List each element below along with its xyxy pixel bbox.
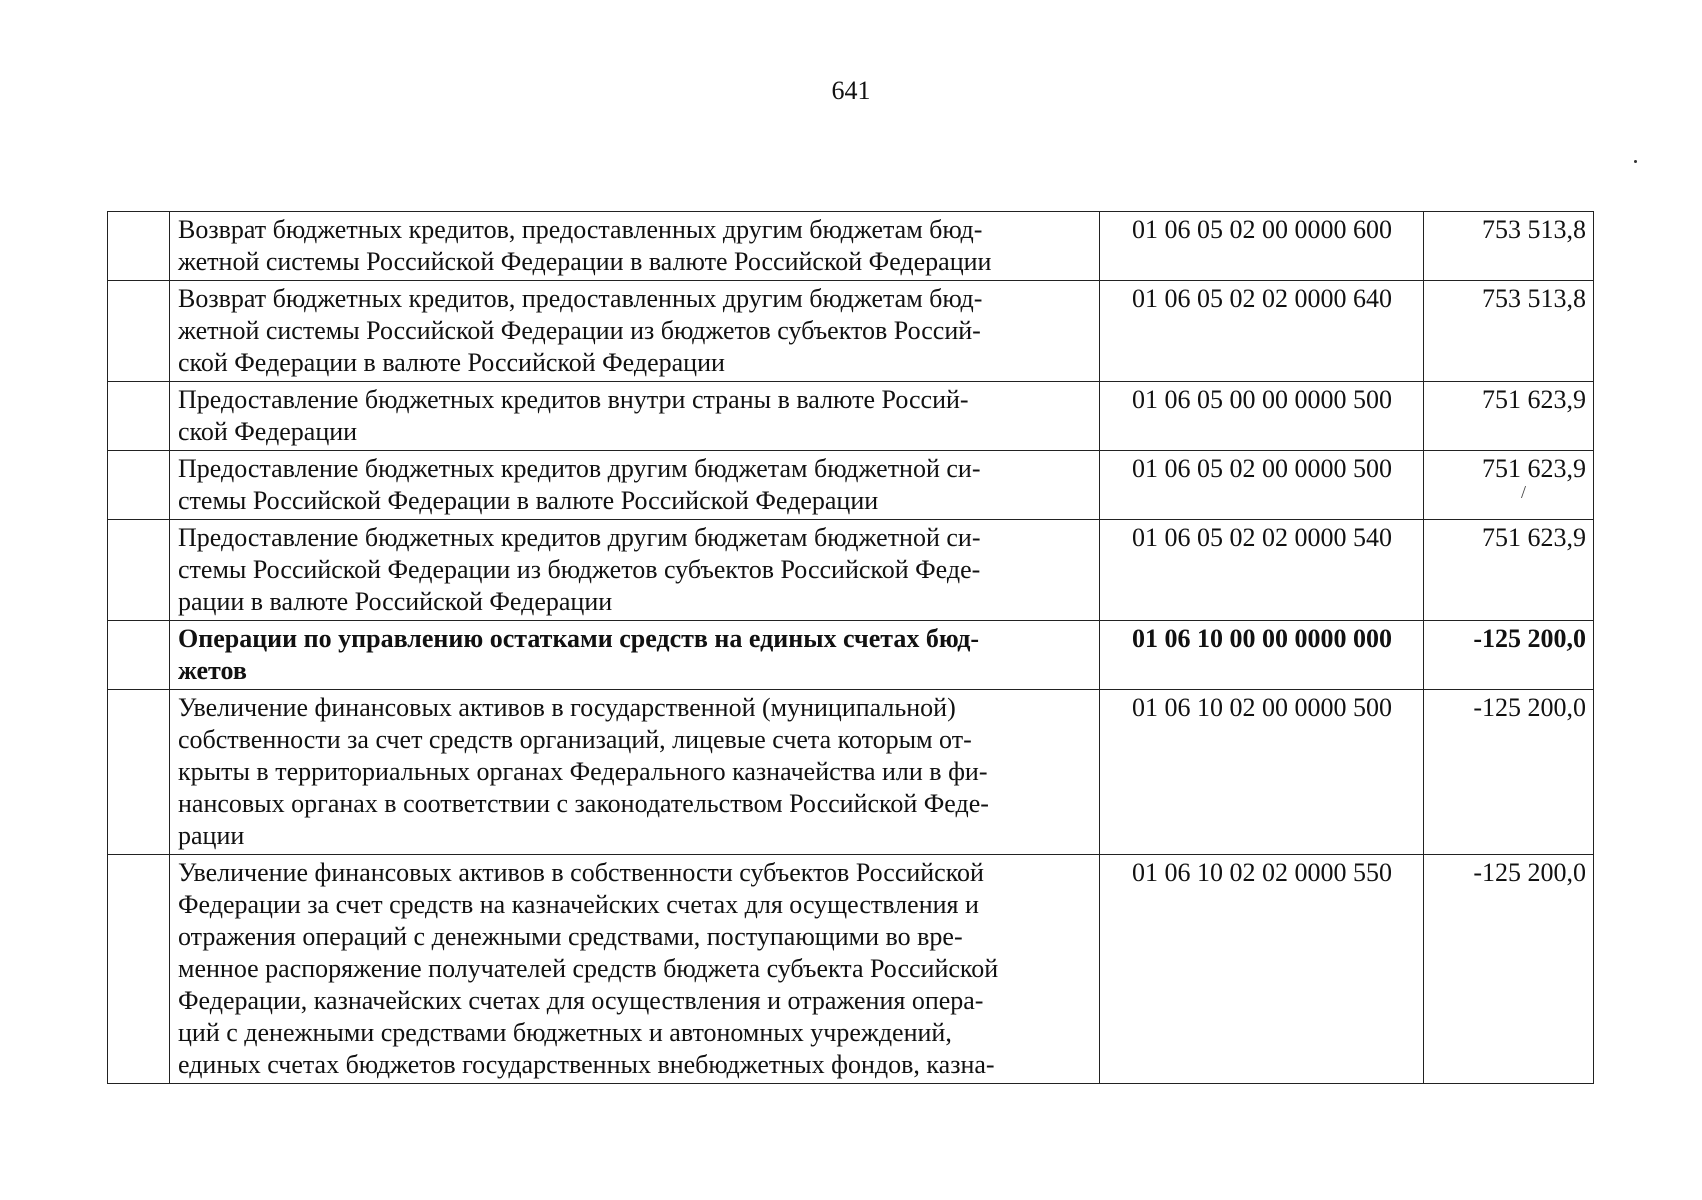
- row-code: 01 06 05 02 00 0000 500: [1132, 454, 1392, 483]
- row-code-cell: [1100, 855, 1424, 1084]
- row-name: Предоставление бюджетных кредитов другим бюджетам бюджетной си- стемы Российской Федерации в валюте Российской Федерации: [178, 454, 981, 515]
- row-amount: 751 623,9: [1482, 454, 1586, 483]
- row-name: Предоставление бюджетных кредитов другим бюджетам бюджетной си- стемы Российской Федерации из бюджетов субъектов Российской Феде- рации в валюте Российской Федерации: [178, 523, 981, 616]
- row-code-cell: [1100, 281, 1424, 382]
- row-amount-cell: [1424, 855, 1594, 1084]
- row-number-cell: [108, 520, 170, 621]
- row-amount: -125 200,0: [1473, 858, 1586, 887]
- scan-speck: [1634, 160, 1637, 163]
- row-amount: -125 200,0: [1473, 624, 1586, 653]
- row-name: Увеличение финансовых активов в собственности субъектов Российской Федерации за счет средств на казначейских счетах для осуществления и отражения операций с денежными средствами, поступающими во вре- менное распоряжение получателей средств бюджета субъекта Российской Федерации, казначейских счетах для осуществления и отражения опера- ций с денежными средствами бюджетных и автономных учреждений, единых счетах бюджетов государственных внебюджетных фондов, казна-: [178, 858, 999, 1079]
- table-row: [108, 382, 1594, 451]
- row-name-cell: [170, 690, 1100, 855]
- table-row: [108, 451, 1594, 520]
- row-amount: 753 513,8: [1482, 215, 1586, 244]
- row-amount-cell: [1424, 621, 1594, 690]
- row-number-cell: [108, 855, 170, 1084]
- row-number-cell: [108, 212, 170, 281]
- table-row: [108, 281, 1594, 382]
- row-number-cell: [108, 690, 170, 855]
- row-name: Возврат бюджетных кредитов, предоставленных другим бюджетам бюд- жетной системы Российской Федерации из бюджетов субъектов Россий- ской Федерации в валюте Российской Федерации: [178, 284, 983, 377]
- row-code: 01 06 05 00 00 0000 500: [1132, 385, 1392, 414]
- row-code: 01 06 10 02 02 0000 550: [1132, 858, 1392, 887]
- row-name-cell: [170, 212, 1100, 281]
- row-code-cell: [1100, 212, 1424, 281]
- row-number-cell: [108, 281, 170, 382]
- row-code: 01 06 05 02 02 0000 640: [1132, 284, 1392, 313]
- row-name-cell: [170, 520, 1100, 621]
- row-name: Увеличение финансовых активов в государственной (муниципальной) собственности за счет средств организаций, лицевые счета которым от- крыты в территориальных органах Федерального казначейства или в фи- нансовых органах в соответствии с законодательством Российской Феде- рации: [178, 693, 989, 850]
- budget-sources-table: [107, 211, 1594, 1084]
- row-name: Предоставление бюджетных кредитов внутри страны в валюте Россий- ской Федерации: [178, 385, 969, 446]
- row-amount: 751 623,9: [1482, 523, 1586, 552]
- row-amount-cell: [1424, 382, 1594, 451]
- table-body: [108, 212, 1594, 1084]
- row-amount-cell: [1424, 212, 1594, 281]
- row-name-cell: [170, 621, 1100, 690]
- pen-tick-mark: /: [1520, 482, 1526, 502]
- row-amount: 751 623,9: [1482, 385, 1586, 414]
- table-row: [108, 690, 1594, 855]
- table-row: [108, 520, 1594, 621]
- row-name-cell: [170, 855, 1100, 1084]
- row-code: 01 06 10 00 00 0000 000: [1132, 624, 1392, 653]
- row-name: Возврат бюджетных кредитов, предоставленных другим бюджетам бюд- жетной системы Российской Федерации в валюте Российской Федерации: [178, 215, 992, 276]
- row-amount-cell: [1424, 451, 1594, 520]
- row-name-cell: [170, 451, 1100, 520]
- page-number: 641: [831, 76, 871, 105]
- row-code: 01 06 05 02 02 0000 540: [1132, 523, 1392, 552]
- row-code-cell: [1100, 382, 1424, 451]
- row-code: 01 06 05 02 00 0000 600: [1132, 215, 1392, 244]
- row-code: 01 06 10 02 00 0000 500: [1132, 693, 1392, 722]
- table-row: [108, 212, 1594, 281]
- row-amount-cell: [1424, 281, 1594, 382]
- row-amount: 753 513,8: [1482, 284, 1586, 313]
- row-name: Операции по управлению остатками средств на единых счетах бюд- жетов: [178, 624, 980, 685]
- table-row-section-total: [108, 621, 1594, 690]
- row-name-cell: [170, 382, 1100, 451]
- row-name-cell: [170, 281, 1100, 382]
- row-code-cell: [1100, 451, 1424, 520]
- table-row: [108, 855, 1594, 1084]
- row-amount-cell: [1424, 690, 1594, 855]
- row-number-cell: [108, 621, 170, 690]
- row-code-cell: [1100, 690, 1424, 855]
- row-amount: -125 200,0: [1473, 693, 1586, 722]
- row-number-cell: [108, 382, 170, 451]
- row-code-cell: [1100, 621, 1424, 690]
- row-number-cell: [108, 451, 170, 520]
- row-code-cell: [1100, 520, 1424, 621]
- row-amount-cell: [1424, 520, 1594, 621]
